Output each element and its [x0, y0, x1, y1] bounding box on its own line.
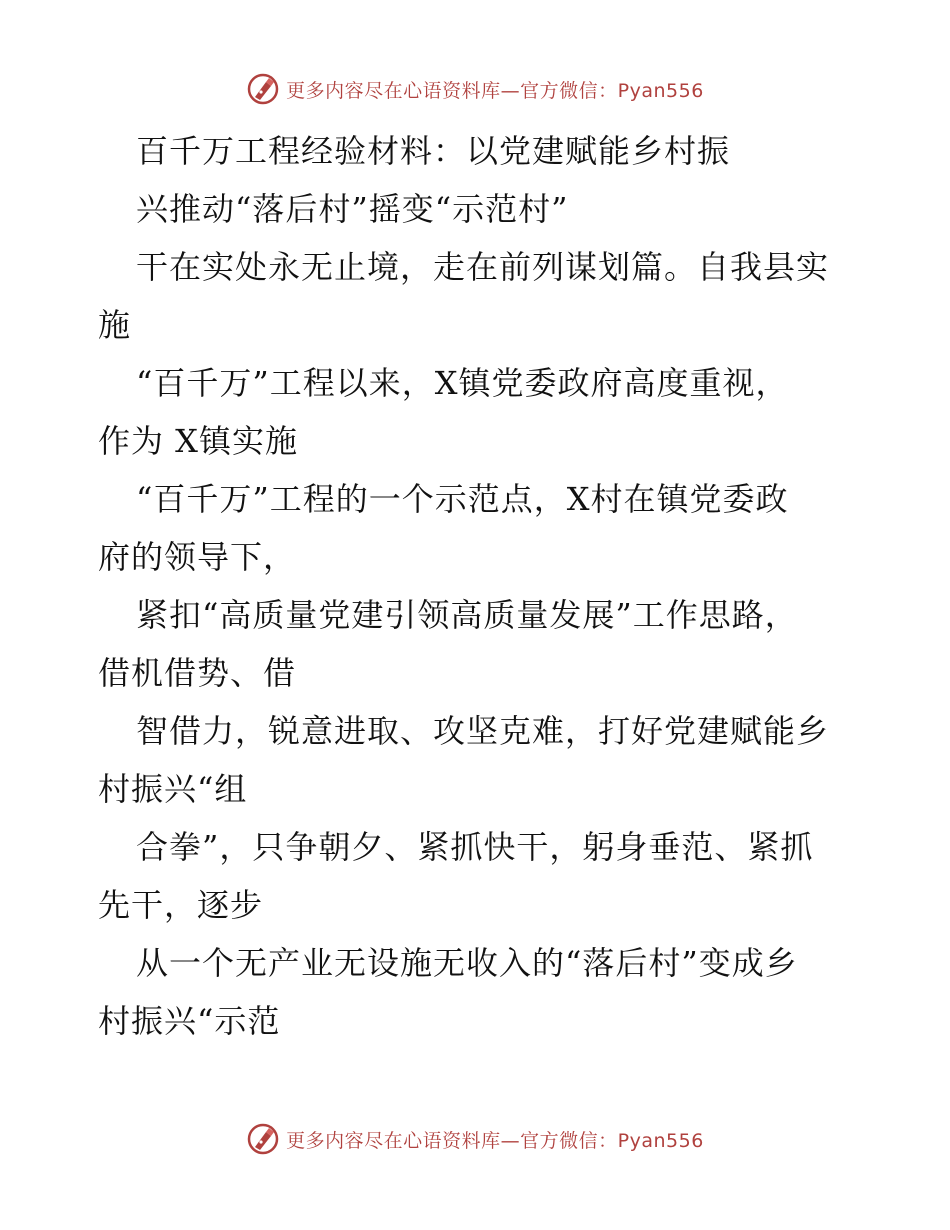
- footer-watermark-banner: [0, 1122, 950, 1156]
- title-line-2: 兴推动“落后村”摇变“示范村”: [136, 190, 569, 228]
- paragraph-line: 施: [98, 306, 132, 344]
- banner-wechat-text: 官方微信：Pyan556: [520, 79, 704, 102]
- banner-wechat-text: 官方微信：Pyan556: [520, 1129, 704, 1152]
- header-watermark-banner: [0, 72, 950, 106]
- paragraph-line: 先干，逐步: [98, 886, 264, 924]
- paragraph-line: “百千万”工程以来，X镇党委政府高度重视，: [136, 364, 789, 402]
- paragraph-line: 村振兴“组: [98, 770, 248, 808]
- title-line-1: 百千万工程经验材料：以党建赋能乡村振: [136, 132, 731, 170]
- banner-main-text: 更多内容尽在心语资料库: [286, 79, 501, 102]
- paragraph-line: 智借力，锐意进取、攻坚克难，打好党建赋能乡: [136, 712, 830, 750]
- pen-nib-logo-icon: [246, 72, 280, 106]
- pen-nib-logo-icon: [246, 1122, 280, 1156]
- paragraph-line: 合拳”，只争朝夕、紧抓快干，躬身垂范、紧抓: [136, 828, 814, 866]
- banner-main-text: 更多内容尽在心语资料库: [286, 1129, 501, 1152]
- document-body: [98, 122, 858, 1050]
- paragraph-line: 作为 X镇实施: [98, 422, 298, 460]
- paragraph-line: “百千万”工程的一个示范点，X村在镇党委政: [136, 480, 789, 518]
- paragraph-line: 干在实处永无止境，走在前列谋划篇。自我县实: [136, 248, 830, 286]
- banner-text: [286, 76, 704, 103]
- paragraph-line: 紧扣“高质量党建引领高质量发展”工作思路，: [136, 596, 798, 634]
- banner-text: [286, 1126, 704, 1153]
- paragraph-line: 府的领导下，: [98, 538, 297, 576]
- paragraph-line: 村振兴“示范: [98, 1002, 281, 1040]
- banner-dash: —: [500, 79, 521, 102]
- paragraph-line: 从一个无产业无设施无收入的“落后村”变成乡: [136, 944, 798, 982]
- banner-dash: —: [500, 1129, 521, 1152]
- paragraph-line: 借机借势、借: [98, 654, 297, 692]
